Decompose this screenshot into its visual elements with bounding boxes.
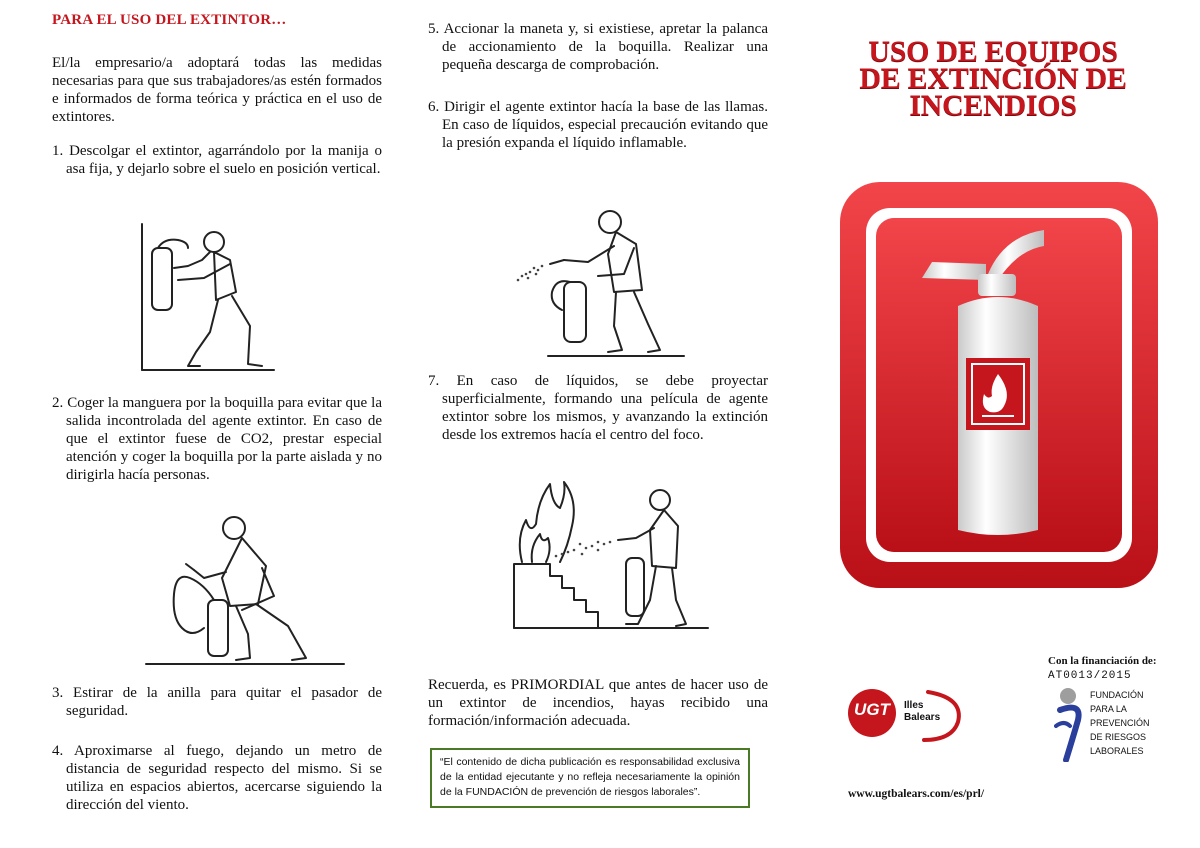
foundation-line-2: PARA LA — [1090, 704, 1127, 714]
ugt-logo-text: UGT — [854, 700, 890, 719]
foundation-line-4: DE RIESGOS — [1090, 732, 1147, 742]
step-4: 4. Aproximarse al fuego, dejando un metro de distancia de seguridad respecto del mismo. Si se utiliza en espacios abiertos, acercarse siguiendo la dirección del viento. — [52, 743, 382, 813]
foundation-logo-icon — [1054, 686, 1086, 762]
step-2: 2. Coger la manguera por la boquilla para evitar que la salida incontrolada del agente extintor. En caso de que el extintor fuese de CO2, prestar especial atención y coger la boquilla por la parte aislada y no dirigirla hacía personas. — [52, 395, 382, 483]
funding-code: AT0013/2015 — [1048, 670, 1132, 682]
ugt-region-line-2: Balears — [904, 712, 941, 723]
intro-paragraph: El/la empresario/a adoptará todas las medidas necesarias para que sus trabajadores/as estén formados e informados de forma teórica y práctica en el uso de extintores. — [52, 55, 382, 125]
foundation-line-5: LABORALES — [1090, 746, 1144, 756]
illustration-unhook-extinguisher — [138, 220, 278, 380]
disclaimer-box: “El contenido de dicha publicación es responsabilidad exclusiva de la entidad ejecutante y no refleja necesariamente la opinión de la FUNDACIÓN de prevención de riesgos laborales”. — [430, 748, 750, 808]
funding-label: Con la financiación de: — [1048, 655, 1157, 667]
title-line-1: USO DE EQUIPOS — [868, 35, 1118, 68]
step-5: 5. Accionar la maneta y, si existiese, apretar la palanca de accionamiento de la boquilla. Realizar una pequeña descarga de comprobación. — [428, 21, 768, 73]
brochure-title — [818, 35, 1168, 122]
foundation-line-3: PREVENCIÓN — [1090, 718, 1150, 728]
fire-extinguisher-icon — [836, 178, 1162, 592]
foundation-line-1: FUNDACIÓN — [1090, 690, 1144, 700]
step-7: 7. En caso de líquidos, se debe proyectar superficialmente, formando una película de agente extintor sobre los mismos, y avanzando la extinción desde los extremos hacía el centro del foco. — [428, 373, 768, 443]
section-heading: PARA EL USO DEL EXTINTOR… — [52, 12, 287, 28]
illustration-test-discharge — [508, 200, 688, 360]
reminder-paragraph: Recuerda, es PRIMORDIAL que antes de hacer uso de un extintor de incendios, hayas recibido una formación/información adecuada. — [428, 677, 768, 729]
illustration-hold-hose — [138, 508, 348, 668]
website-link[interactable]: www.ugtbalears.com/es/prl/ — [848, 788, 985, 800]
ugt-logo — [844, 688, 974, 742]
step-6: 6. Dirigir el agente extintor hacía la base de las llamas. En caso de líquidos, especial precaución evitando que la presión expanda el líquido inflamable. — [428, 99, 768, 151]
ugt-region-line-1: Illes — [904, 700, 924, 711]
title-line-2: DE EXTINCIÓN DE — [859, 62, 1127, 95]
title-line-3: INCENDIOS — [909, 89, 1077, 122]
illustration-extinguish-fire — [510, 472, 710, 632]
step-1: 1. Descolgar el extintor, agarrándolo por la manija o asa fija, y dejarlo sobre el suelo en posición vertical. — [52, 143, 382, 177]
step-3: 3. Estirar de la anilla para quitar el pasador de seguridad. — [52, 685, 382, 719]
